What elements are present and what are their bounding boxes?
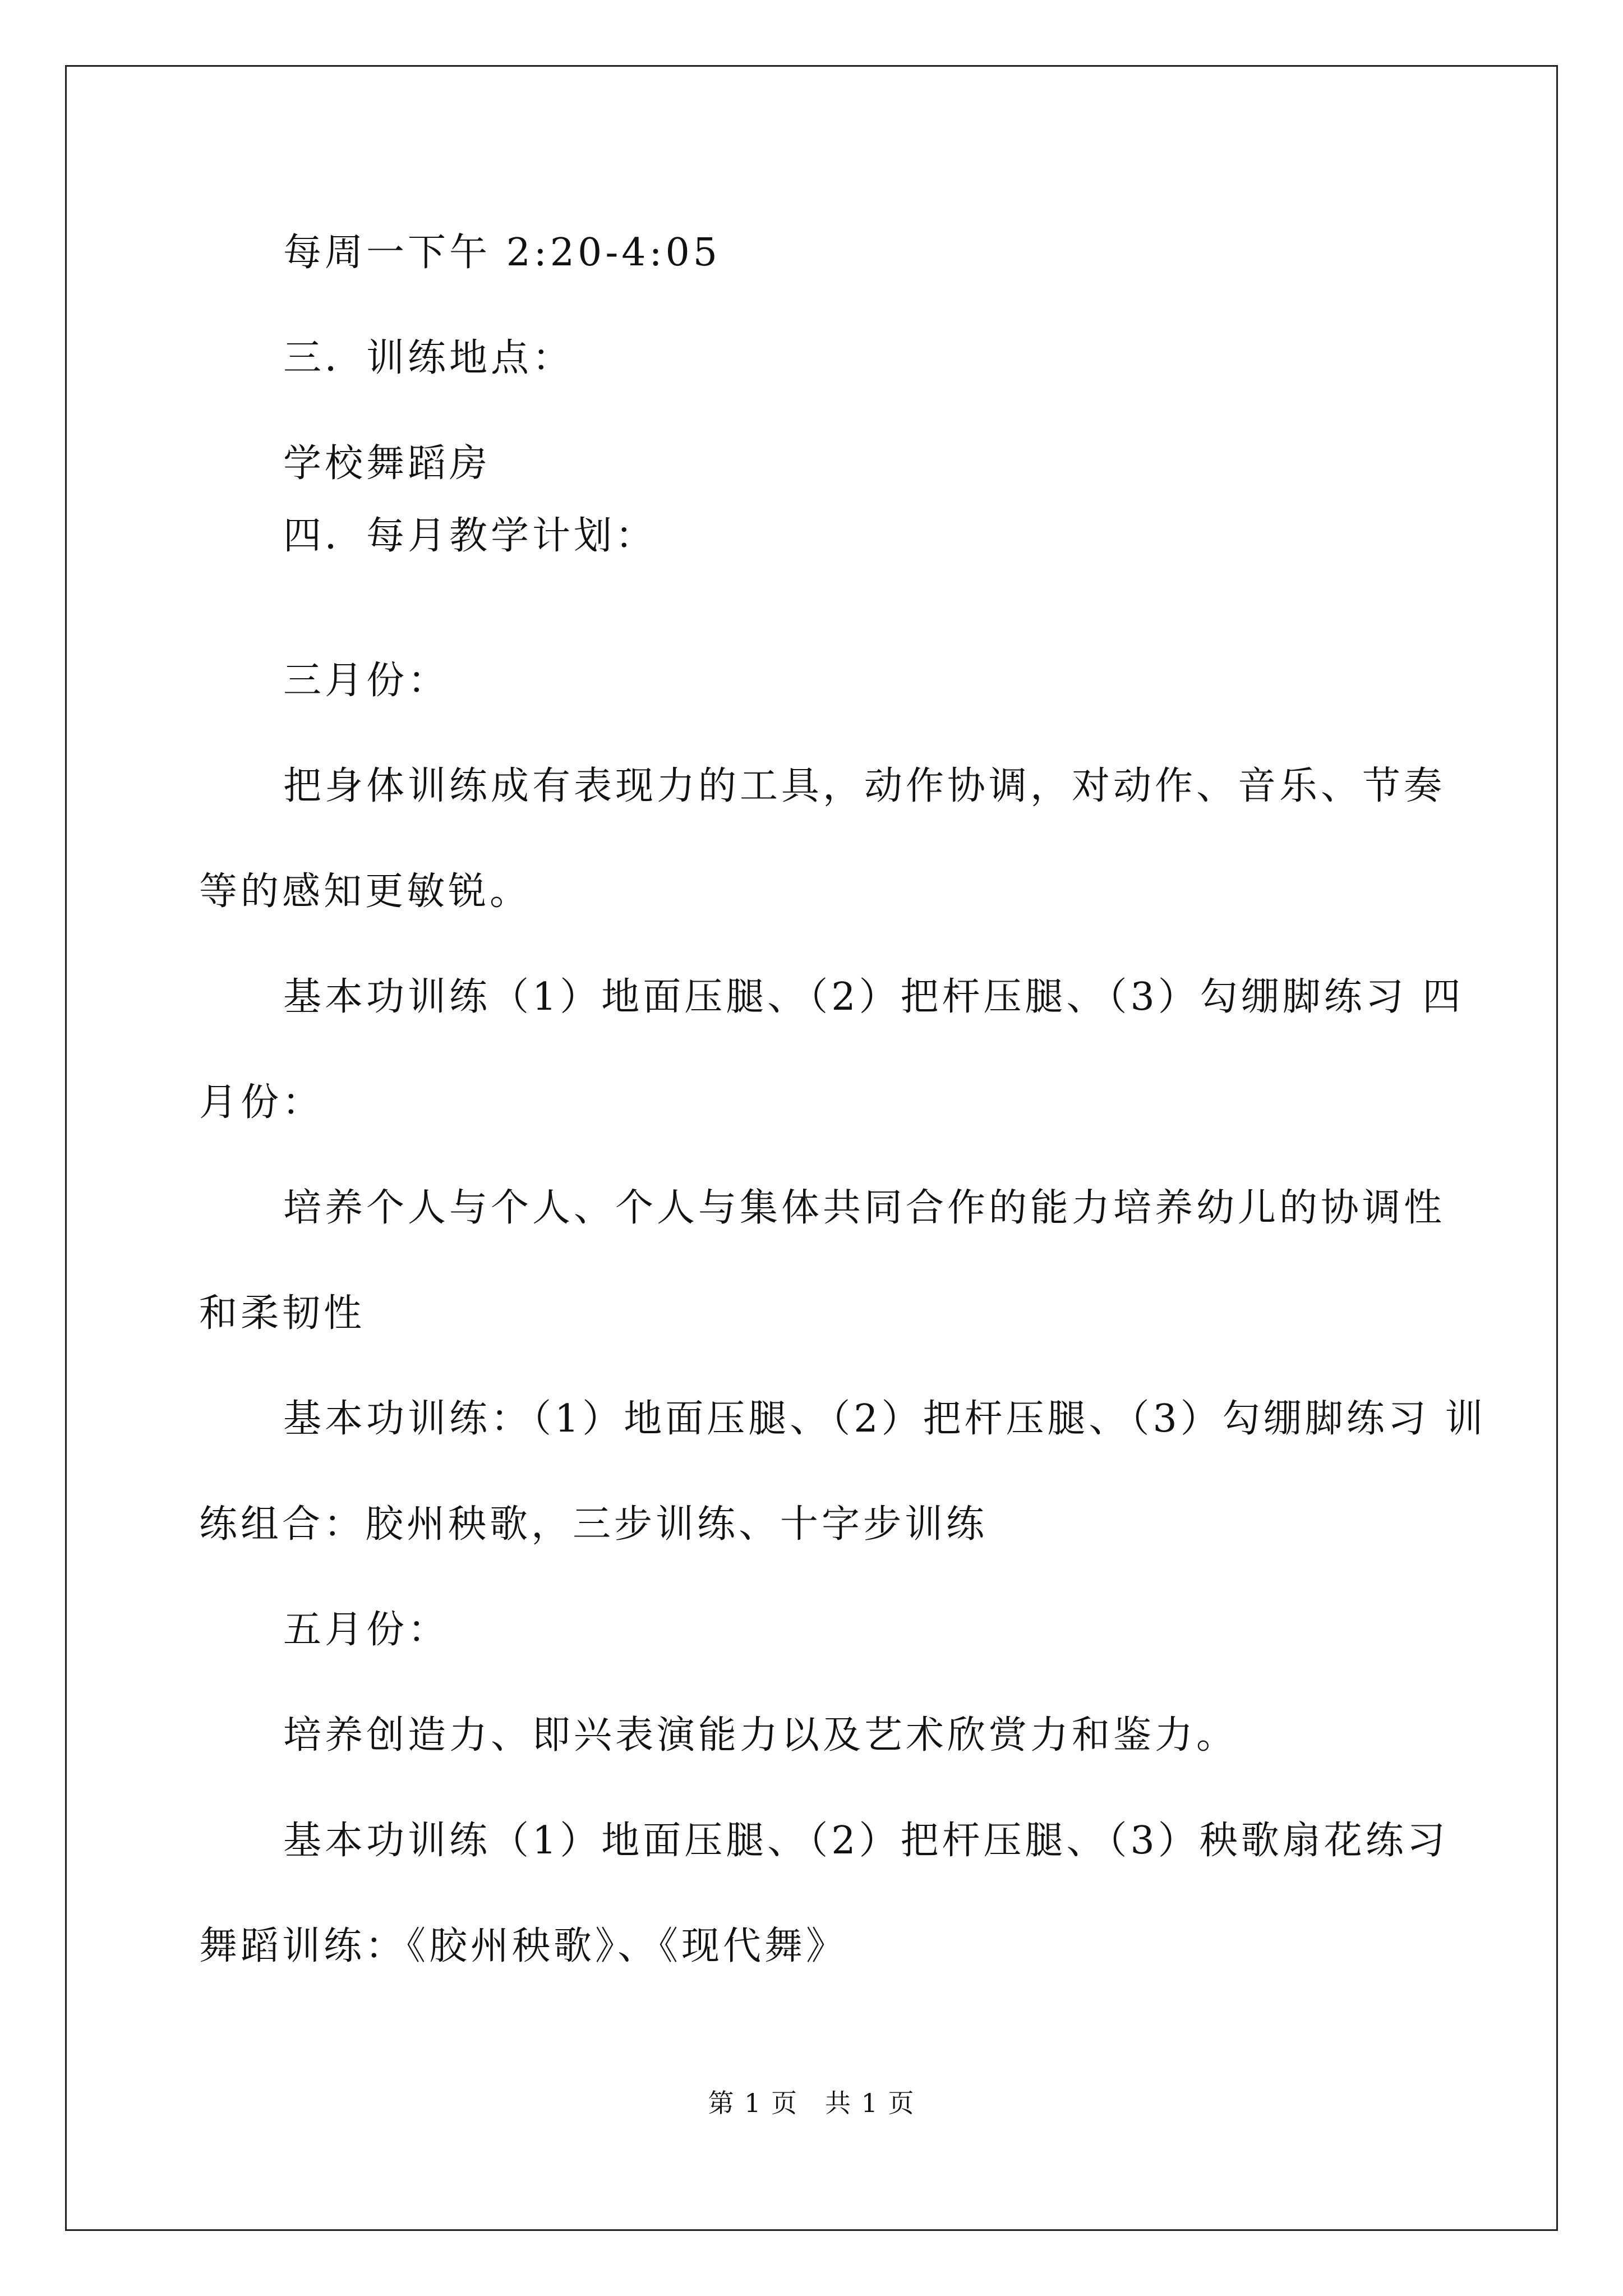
text-line: 培养个人与个人、个人与集体共同合作的能力培养幼儿的协调性 — [283, 1186, 1446, 1230]
text-line: 三月份： — [283, 659, 450, 703]
text-line: 五月份： — [283, 1608, 450, 1652]
text-line: 每周一下午 2:20-4:05 — [283, 231, 721, 275]
page-border — [65, 65, 1558, 2231]
text-line: 四．每月教学计划： — [283, 514, 657, 558]
text-line: 基本功训练（1）地面压腿、（2）把杆压腿、（3）勾绷脚练习 四 — [283, 975, 1464, 1019]
text-line: 培养创造力、即兴表演能力以及艺术欣赏力和鉴力。 — [283, 1713, 1238, 1757]
text-line: 舞蹈训练：《胶州秧歌》、《现代舞》 — [199, 1924, 848, 1968]
text-line: 把身体训练成有表现力的工具，动作协调，对动作、音乐、节奏 — [283, 764, 1446, 808]
text-line: 练组合：胶州秧歌，三步训练、十字步训练 — [199, 1502, 988, 1547]
text-line: 三．训练地点： — [283, 336, 574, 380]
text-line: 和柔韧性 — [199, 1291, 366, 1336]
text-line: 基本功训练（1）地面压腿、（2）把杆压腿、（3）秧歌扇花练习 — [283, 1819, 1449, 1863]
text-line: 月份： — [199, 1080, 324, 1125]
page-number-footer: 第 1 页 共 1 页 — [708, 2088, 915, 2118]
text-line: 学校舞蹈房 — [283, 441, 491, 486]
text-line: 等的感知更敏锐。 — [199, 869, 532, 914]
text-line: 基本功训练：（1）地面压腿、（2）把杆压腿、（3）勾绷脚练习 训 — [283, 1397, 1487, 1441]
